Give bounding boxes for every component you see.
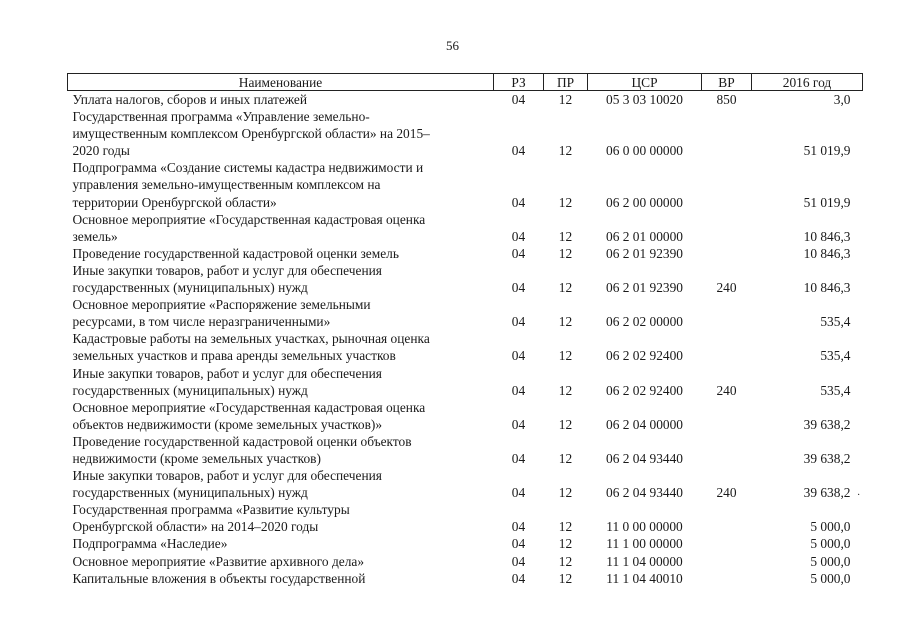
budget-table (67, 73, 863, 587)
table-row (68, 501, 863, 535)
row-name (68, 91, 494, 109)
row-rz: 04 (511, 143, 526, 159)
row-name-line: объектов недвижимости (кроме земельных участков)» (72, 416, 383, 432)
row-name-line: Иные закупки товаров, работ и услуг для обеспечения (72, 468, 382, 484)
row-csr: 06 2 04 93440 (606, 485, 683, 501)
row-name-line: Иные закупки товаров, работ и услуг для обеспечения (72, 262, 382, 278)
row-rz: 04 (511, 348, 526, 364)
header-csr: ЦСР (588, 74, 702, 91)
row-name (68, 433, 494, 467)
row-name (68, 399, 494, 433)
row-amount: 535,4 (820, 314, 851, 330)
row-name-line: территории Оренбургской области» (72, 194, 277, 210)
row-vr (702, 296, 752, 330)
row-name-line: Основное мероприятие «Государственная кадастровая оценка (72, 211, 426, 227)
row-rz: 04 (511, 485, 526, 501)
row-vr (702, 108, 752, 159)
row-name (68, 535, 494, 552)
table-row (68, 108, 863, 159)
row-rz: 04 (511, 519, 526, 535)
row-name-line: управления земельно-имущественным комплексом на (72, 177, 381, 193)
row-pr: 12 (558, 245, 573, 261)
row-amount: 51 019,9 (803, 194, 851, 210)
row-name-line: Проведение государственной кадастровой оценки земель (72, 245, 399, 261)
row-rz: 04 (511, 416, 526, 432)
header-vr: ВР (702, 74, 752, 91)
row-amount: 5 000,0 (810, 519, 851, 535)
table-row (68, 553, 863, 570)
row-rz: 04 (511, 194, 526, 210)
row-vr (702, 330, 752, 364)
row-name-line: Основное мероприятие «Государственная кадастровая оценка (72, 399, 426, 415)
row-rz: 04 (511, 570, 526, 586)
row-rz: 04 (511, 314, 526, 330)
row-amount: 10 846,3 (803, 228, 851, 244)
row-vr (702, 433, 752, 467)
row-csr: 11 1 04 00000 (606, 553, 683, 569)
row-name-line: Проведение государственной кадастровой оценки объектов (72, 433, 412, 449)
row-pr: 12 (558, 314, 573, 330)
row-name-line: земель» (72, 228, 118, 244)
table-row (68, 399, 863, 433)
marginal-mark: · (857, 490, 861, 501)
row-rz: 04 (511, 382, 526, 398)
row-amount: 39 638,2 (803, 416, 851, 432)
row-name (68, 262, 494, 296)
header-amount: 2016 год (752, 74, 863, 91)
row-name-line: имущественным комплексом Оренбургской области» на 2015– (72, 126, 430, 142)
row-rz: 04 (511, 228, 526, 244)
row-pr: 12 (558, 450, 573, 466)
row-pr: 12 (558, 536, 573, 552)
row-csr: 06 2 01 00000 (606, 228, 683, 244)
row-csr: 11 1 04 40010 (606, 570, 683, 586)
table-row (68, 296, 863, 330)
table-row (68, 467, 863, 501)
table-row (68, 330, 863, 364)
row-name (68, 467, 494, 501)
row-rz: 04 (511, 245, 526, 261)
row-csr: 06 2 02 00000 (606, 314, 683, 330)
row-csr: 06 2 00 00000 (606, 194, 683, 210)
row-amount: 535,4 (820, 348, 851, 364)
table-row (68, 365, 863, 399)
row-name-line: государственных (муниципальных) нужд (72, 485, 308, 501)
row-name (68, 159, 494, 210)
row-amount: 5 000,0 (810, 570, 851, 586)
header-pr: ПР (544, 74, 588, 91)
row-pr: 12 (558, 416, 573, 432)
row-pr: 12 (558, 194, 573, 210)
table-row (68, 211, 863, 245)
row-pr: 12 (558, 519, 573, 535)
row-amount: 5 000,0 (810, 536, 851, 552)
row-name (68, 501, 494, 535)
row-csr: 11 1 00 00000 (606, 536, 683, 552)
row-name-line: государственных (муниципальных) нужд (72, 280, 308, 296)
row-name (68, 570, 494, 587)
row-rz: 04 (511, 92, 526, 107)
row-pr: 12 (558, 280, 573, 296)
header-name: Наименование (68, 74, 494, 91)
row-amount: 3,0 (833, 92, 851, 107)
row-name-line: 2020 годы (72, 143, 130, 159)
row-csr: 06 2 01 92390 (606, 245, 683, 261)
row-vr (702, 553, 752, 570)
table-row (68, 159, 863, 210)
table-row (68, 433, 863, 467)
row-name (68, 211, 494, 245)
row-csr: 06 2 01 92390 (606, 280, 683, 296)
row-vr (702, 211, 752, 245)
row-pr: 12 (558, 228, 573, 244)
row-name-line: Оренбургской области» на 2014–2020 годы (72, 519, 319, 535)
row-vr: 240 (716, 485, 737, 501)
table-body (68, 91, 863, 587)
row-pr: 12 (558, 553, 573, 569)
row-rz: 04 (511, 553, 526, 569)
row-csr: 06 2 04 93440 (606, 450, 683, 466)
row-csr: 11 0 00 00000 (606, 519, 683, 535)
row-name (68, 296, 494, 330)
row-amount: 535,4 (820, 382, 851, 398)
row-vr: 240 (716, 280, 737, 296)
row-amount: 51 019,9 (803, 143, 851, 159)
row-amount: 10 846,3 (803, 280, 851, 296)
row-csr: 05 3 03 10020 (606, 92, 683, 107)
row-name-line: Иные закупки товаров, работ и услуг для обеспечения (72, 365, 382, 381)
row-pr: 12 (558, 570, 573, 586)
row-name-line: земельных участков и права аренды земельных участков (72, 348, 396, 364)
row-pr: 12 (558, 92, 573, 107)
row-pr: 12 (558, 143, 573, 159)
row-name-line: недвижимости (кроме земельных участков) (72, 450, 321, 466)
row-vr: 850 (716, 92, 737, 107)
row-csr: 06 2 02 92400 (606, 382, 683, 398)
row-vr (702, 501, 752, 535)
table-row (68, 262, 863, 296)
row-amount: 39 638,2 (803, 450, 851, 466)
row-name (68, 245, 494, 262)
row-name-line: Подпрограмма «Создание системы кадастра недвижимости и (72, 160, 424, 176)
row-csr: 06 0 00 00000 (606, 143, 683, 159)
row-name-line: Уплата налогов, сборов и иных платежей (72, 92, 308, 107)
row-name (68, 553, 494, 570)
row-name-line: государственных (муниципальных) нужд (72, 382, 308, 398)
row-name-line: Государственная программа «Управление земельно- (72, 109, 370, 125)
row-vr (702, 570, 752, 587)
page-number: 56 (446, 38, 459, 53)
row-rz: 04 (511, 536, 526, 552)
row-vr (702, 159, 752, 210)
table-header-row (68, 74, 863, 91)
row-vr (702, 535, 752, 552)
row-name (68, 365, 494, 399)
table-row (68, 91, 863, 109)
row-name (68, 108, 494, 159)
row-amount: 10 846,3 (803, 245, 851, 261)
row-vr (702, 399, 752, 433)
row-rz: 04 (511, 280, 526, 296)
row-name-line: ресурсами, в том числе неразграниченными» (72, 314, 331, 330)
row-name-line: Государственная программа «Развитие культуры (72, 502, 350, 518)
row-pr: 12 (558, 382, 573, 398)
table-row (68, 535, 863, 552)
row-name-line: Основное мероприятие «Распоряжение земельными (72, 297, 371, 313)
row-amount: 39 638,2 (803, 485, 851, 501)
row-csr: 06 2 02 92400 (606, 348, 683, 364)
row-rz: 04 (511, 450, 526, 466)
row-name-line: Капитальные вложения в объекты государственной (72, 570, 366, 586)
row-name (68, 330, 494, 364)
row-amount: 5 000,0 (810, 553, 851, 569)
row-name-line: Основное мероприятие «Развитие архивного дела» (72, 553, 365, 569)
row-csr: 06 2 04 00000 (606, 416, 683, 432)
header-rz: РЗ (494, 74, 544, 91)
row-pr: 12 (558, 348, 573, 364)
table-row (68, 570, 863, 587)
row-vr (702, 245, 752, 262)
row-name-line: Подпрограмма «Наследие» (72, 536, 228, 552)
row-pr: 12 (558, 485, 573, 501)
table-row (68, 245, 863, 262)
row-vr: 240 (716, 382, 737, 398)
row-name-line: Кадастровые работы на земельных участках, рыночная оценка (72, 331, 430, 347)
